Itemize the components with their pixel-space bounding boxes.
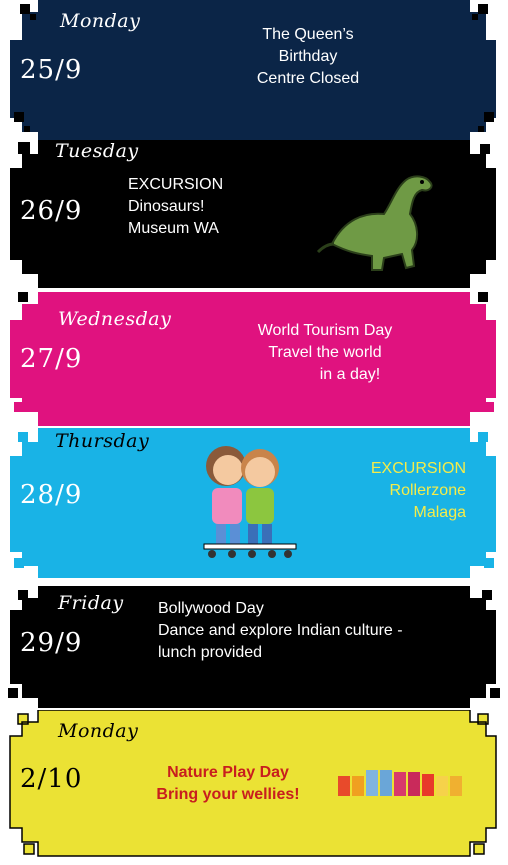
- event-line: The Queen’s: [262, 26, 354, 43]
- event-line: World Tourism Day: [257, 322, 393, 339]
- date-label: 26/9: [20, 196, 83, 226]
- event-line: Malaga: [413, 504, 466, 521]
- schedule-card-tuesday-26-9: [0, 140, 508, 288]
- date-label: 2/10: [20, 764, 83, 794]
- event-description: [158, 598, 468, 664]
- schedule-card-wednesday-27-9: [0, 288, 508, 428]
- event-line: Bring your wellies!: [156, 786, 300, 803]
- schedule-card-monday-25-9: [0, 0, 508, 140]
- date-label: 29/9: [20, 628, 83, 658]
- event-description: [225, 320, 425, 386]
- date-label: 27/9: [20, 344, 83, 374]
- event-line: EXCURSION: [370, 460, 466, 477]
- event-line: Museum WA: [128, 220, 219, 237]
- day-label: Tuesday: [55, 140, 139, 162]
- event-line: lunch provided: [158, 644, 263, 661]
- roller-skating-kids-icon: [190, 438, 300, 562]
- event-line: Nature Play Day: [167, 764, 289, 781]
- event-description: [128, 174, 308, 240]
- event-line: EXCURSION: [128, 176, 224, 193]
- event-line: Dinosaurs!: [128, 198, 205, 215]
- day-label: Thursday: [55, 430, 150, 452]
- event-description: [118, 762, 338, 806]
- event-line: Centre Closed: [256, 70, 360, 87]
- day-label: Monday: [58, 720, 139, 742]
- event-line: Travel the world: [268, 344, 382, 361]
- event-line: in a day!: [319, 366, 381, 383]
- dinosaur-icon: [314, 172, 446, 276]
- day-label: Monday: [60, 10, 141, 32]
- event-line: Rollerzone: [389, 482, 466, 499]
- event-description: [330, 458, 466, 524]
- schedule-card-thursday-28-9: [0, 428, 508, 584]
- schedule-card-friday-29-9: [0, 584, 508, 710]
- day-label: Wednesday: [58, 308, 172, 330]
- date-label: 25/9: [20, 55, 83, 85]
- wellies-boots-icon: [338, 764, 466, 800]
- event-line: Birthday: [278, 48, 338, 65]
- event-line: Bollywood Day: [158, 600, 264, 617]
- date-label: 28/9: [20, 480, 83, 510]
- event-line: Dance and explore Indian culture -: [158, 622, 403, 639]
- event-description: [238, 24, 378, 90]
- day-label: Friday: [58, 592, 124, 614]
- schedule-card-monday-2-10: [0, 710, 508, 865]
